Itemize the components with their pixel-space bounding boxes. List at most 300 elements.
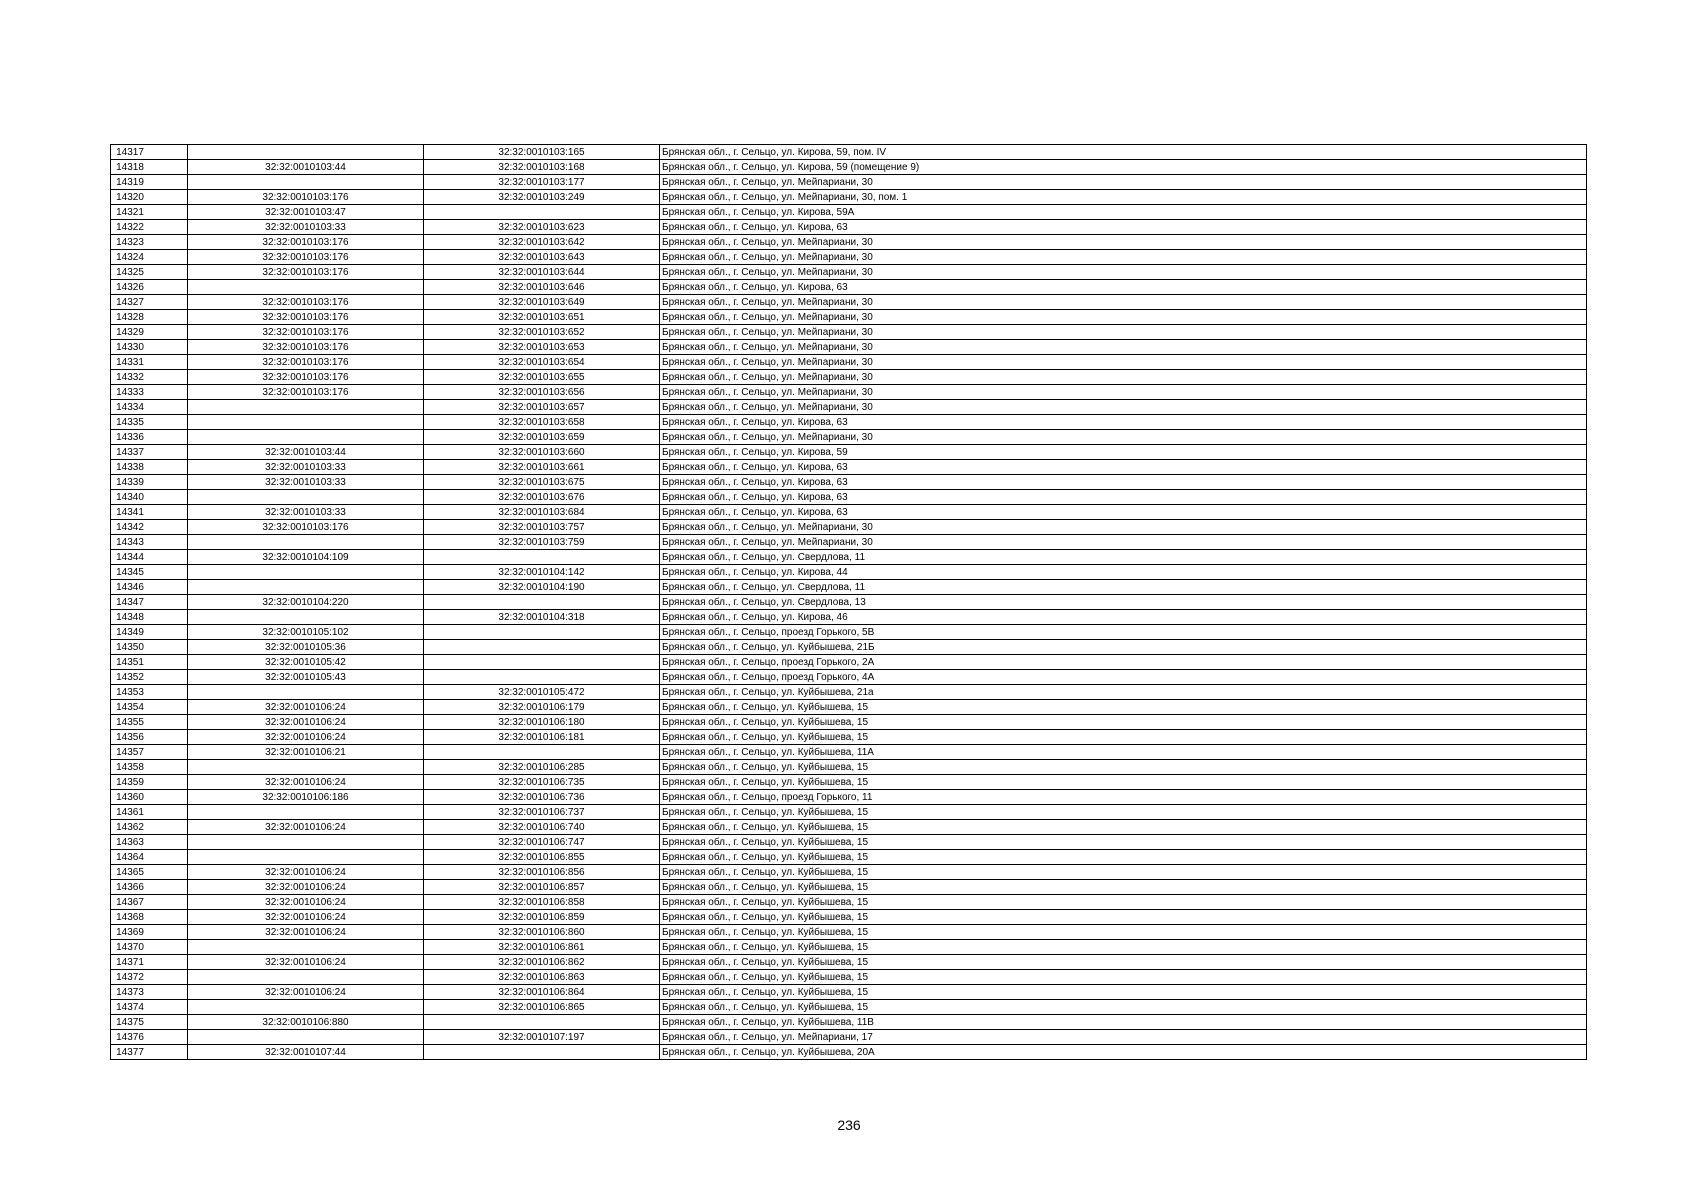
table-row — [111, 295, 1587, 310]
table-row — [111, 250, 1587, 265]
row-number-cell: 14352 — [111, 670, 188, 685]
address-cell: Брянская обл., г. Сельцо, ул. Куйбышева, 21Б — [660, 640, 1587, 655]
row-number-cell: 14323 — [111, 235, 188, 250]
land-cadastral-number-cell — [188, 415, 424, 430]
land-cadastral-number-cell — [188, 430, 424, 445]
address-cell: Брянская обл., г. Сельцо, ул. Мейпариани, 30 — [660, 340, 1587, 355]
land-cadastral-number-cell: 32:32:0010106:24 — [188, 925, 424, 940]
object-cadastral-number-cell: 32:32:0010103:659 — [424, 430, 660, 445]
address-cell: Брянская обл., г. Сельцо, ул. Куйбышева, 15 — [660, 850, 1587, 865]
table-row — [111, 505, 1587, 520]
table-row — [111, 145, 1587, 160]
row-number-cell: 14360 — [111, 790, 188, 805]
row-number-cell: 14347 — [111, 595, 188, 610]
address-cell: Брянская обл., г. Сельцо, ул. Мейпариани, 30 — [660, 265, 1587, 280]
row-number-cell: 14318 — [111, 160, 188, 175]
table-row — [111, 370, 1587, 385]
address-cell: Брянская обл., г. Сельцо, ул. Мейпариани, 30 — [660, 175, 1587, 190]
address-cell: Брянская обл., г. Сельцо, ул. Куйбышева, 20А — [660, 1045, 1587, 1060]
land-cadastral-number-cell: 32:32:0010103:176 — [188, 385, 424, 400]
land-cadastral-number-cell: 32:32:0010103:47 — [188, 205, 424, 220]
address-cell: Брянская обл., г. Сельцо, проезд Горького, 11 — [660, 790, 1587, 805]
address-cell: Брянская обл., г. Сельцо, ул. Кирова, 63 — [660, 220, 1587, 235]
address-cell: Брянская обл., г. Сельцо, ул. Мейпариани, 30 — [660, 295, 1587, 310]
row-number-cell: 14326 — [111, 280, 188, 295]
row-number-cell: 14345 — [111, 565, 188, 580]
address-cell: Брянская обл., г. Сельцо, ул. Куйбышева, 15 — [660, 1000, 1587, 1015]
object-cadastral-number-cell: 32:32:0010103:651 — [424, 310, 660, 325]
table-row — [111, 670, 1587, 685]
address-cell: Брянская обл., г. Сельцо, ул. Куйбышева, 15 — [660, 865, 1587, 880]
table-row — [111, 790, 1587, 805]
table-row — [111, 340, 1587, 355]
address-cell: Брянская обл., г. Сельцо, ул. Свердлова, 13 — [660, 595, 1587, 610]
row-number-cell: 14346 — [111, 580, 188, 595]
land-cadastral-number-cell: 32:32:0010106:24 — [188, 730, 424, 745]
table-row — [111, 580, 1587, 595]
row-number-cell: 14361 — [111, 805, 188, 820]
address-cell: Брянская обл., г. Сельцо, ул. Кирова, 63 — [660, 415, 1587, 430]
object-cadastral-number-cell — [424, 1045, 660, 1060]
table-row — [111, 265, 1587, 280]
land-cadastral-number-cell: 32:32:0010106:24 — [188, 865, 424, 880]
row-number-cell: 14368 — [111, 910, 188, 925]
address-cell: Брянская обл., г. Сельцо, ул. Куйбышева, 21а — [660, 685, 1587, 700]
land-cadastral-number-cell: 32:32:0010105:36 — [188, 640, 424, 655]
address-cell: Брянская обл., г. Сельцо, ул. Мейпариани, 30, пом. 1 — [660, 190, 1587, 205]
object-cadastral-number-cell: 32:32:0010103:644 — [424, 265, 660, 280]
row-number-cell: 14333 — [111, 385, 188, 400]
address-cell: Брянская обл., г. Сельцо, ул. Мейпариани, 30 — [660, 400, 1587, 415]
address-cell: Брянская обл., г. Сельцо, ул. Кирова, 63 — [660, 505, 1587, 520]
land-cadastral-number-cell — [188, 280, 424, 295]
page-number: 236 — [837, 1117, 861, 1133]
object-cadastral-number-cell: 32:32:0010106:285 — [424, 760, 660, 775]
land-cadastral-number-cell: 32:32:0010103:176 — [188, 520, 424, 535]
table-row — [111, 700, 1587, 715]
address-cell: Брянская обл., г. Сельцо, ул. Кирова, 59, пом. IV — [660, 145, 1587, 160]
address-cell: Брянская обл., г. Сельцо, ул. Мейпариани, 30 — [660, 430, 1587, 445]
table-row — [111, 835, 1587, 850]
table-row — [111, 640, 1587, 655]
land-cadastral-number-cell: 32:32:0010106:24 — [188, 985, 424, 1000]
object-cadastral-number-cell: 32:32:0010103:655 — [424, 370, 660, 385]
address-cell: Брянская обл., г. Сельцо, ул. Кирова, 63 — [660, 475, 1587, 490]
row-number-cell: 14338 — [111, 460, 188, 475]
land-cadastral-number-cell — [188, 535, 424, 550]
land-cadastral-number-cell: 32:32:0010103:176 — [188, 325, 424, 340]
table-row — [111, 520, 1587, 535]
table-row — [111, 985, 1587, 1000]
address-cell: Брянская обл., г. Сельцо, ул. Куйбышева, 15 — [660, 955, 1587, 970]
object-cadastral-number-cell: 32:32:0010103:249 — [424, 190, 660, 205]
object-cadastral-number-cell — [424, 655, 660, 670]
table-row — [111, 205, 1587, 220]
table-row — [111, 1045, 1587, 1060]
table-row — [111, 895, 1587, 910]
object-cadastral-number-cell: 32:32:0010103:642 — [424, 235, 660, 250]
table-row — [111, 310, 1587, 325]
address-cell: Брянская обл., г. Сельцо, ул. Куйбышева, 15 — [660, 895, 1587, 910]
object-cadastral-number-cell: 32:32:0010106:857 — [424, 880, 660, 895]
row-number-cell: 14365 — [111, 865, 188, 880]
address-cell: Брянская обл., г. Сельцо, ул. Мейпариани, 30 — [660, 535, 1587, 550]
object-cadastral-number-cell — [424, 625, 660, 640]
object-cadastral-number-cell: 32:32:0010106:862 — [424, 955, 660, 970]
table-row — [111, 220, 1587, 235]
object-cadastral-number-cell: 32:32:0010106:859 — [424, 910, 660, 925]
object-cadastral-number-cell: 32:32:0010103:661 — [424, 460, 660, 475]
address-cell: Брянская обл., г. Сельцо, ул. Мейпариани, 30 — [660, 235, 1587, 250]
row-number-cell: 14321 — [111, 205, 188, 220]
object-cadastral-number-cell: 32:32:0010103:177 — [424, 175, 660, 190]
row-number-cell: 14356 — [111, 730, 188, 745]
object-cadastral-number-cell: 32:32:0010106:856 — [424, 865, 660, 880]
land-cadastral-number-cell — [188, 580, 424, 595]
row-number-cell: 14320 — [111, 190, 188, 205]
object-cadastral-number-cell: 32:32:0010103:676 — [424, 490, 660, 505]
address-cell: Брянская обл., г. Сельцо, ул. Свердлова, 11 — [660, 580, 1587, 595]
address-cell: Брянская обл., г. Сельцо, ул. Куйбышева, 15 — [660, 775, 1587, 790]
table-row — [111, 1000, 1587, 1015]
table-row — [111, 805, 1587, 820]
object-cadastral-number-cell: 32:32:0010106:737 — [424, 805, 660, 820]
row-number-cell: 14348 — [111, 610, 188, 625]
table-row — [111, 460, 1587, 475]
table-row — [111, 190, 1587, 205]
table-row — [111, 415, 1587, 430]
table-row — [111, 475, 1587, 490]
row-number-cell: 14350 — [111, 640, 188, 655]
address-cell: Брянская обл., г. Сельцо, ул. Свердлова, 11 — [660, 550, 1587, 565]
land-cadastral-number-cell: 32:32:0010106:880 — [188, 1015, 424, 1030]
row-number-cell: 14359 — [111, 775, 188, 790]
table-row — [111, 385, 1587, 400]
row-number-cell: 14334 — [111, 400, 188, 415]
land-cadastral-number-cell: 32:32:0010106:24 — [188, 895, 424, 910]
register-table — [110, 144, 1587, 1060]
table-row — [111, 550, 1587, 565]
row-number-cell: 14336 — [111, 430, 188, 445]
address-cell: Брянская обл., г. Сельцо, ул. Кирова, 63 — [660, 490, 1587, 505]
object-cadastral-number-cell: 32:32:0010106:740 — [424, 820, 660, 835]
address-cell: Брянская обл., г. Сельцо, ул. Куйбышева, 15 — [660, 805, 1587, 820]
table-row — [111, 1030, 1587, 1045]
row-number-cell: 14364 — [111, 850, 188, 865]
row-number-cell: 14325 — [111, 265, 188, 280]
table-row — [111, 355, 1587, 370]
object-cadastral-number-cell: 32:32:0010103:675 — [424, 475, 660, 490]
table-row — [111, 955, 1587, 970]
address-cell: Брянская обл., г. Сельцо, ул. Куйбышева, 15 — [660, 880, 1587, 895]
address-cell: Брянская обл., г. Сельцо, проезд Горького, 5В — [660, 625, 1587, 640]
table-row — [111, 820, 1587, 835]
object-cadastral-number-cell — [424, 670, 660, 685]
object-cadastral-number-cell: 32:32:0010103:684 — [424, 505, 660, 520]
row-number-cell: 14329 — [111, 325, 188, 340]
object-cadastral-number-cell: 32:32:0010106:858 — [424, 895, 660, 910]
land-cadastral-number-cell: 32:32:0010103:44 — [188, 445, 424, 460]
address-cell: Брянская обл., г. Сельцо, проезд Горького, 2А — [660, 655, 1587, 670]
object-cadastral-number-cell: 32:32:0010103:757 — [424, 520, 660, 535]
address-cell: Брянская обл., г. Сельцо, ул. Кирова, 44 — [660, 565, 1587, 580]
address-cell: Брянская обл., г. Сельцо, ул. Куйбышева, 11А — [660, 745, 1587, 760]
row-number-cell: 14317 — [111, 145, 188, 160]
object-cadastral-number-cell: 32:32:0010103:653 — [424, 340, 660, 355]
table-row — [111, 535, 1587, 550]
address-cell: Брянская обл., г. Сельцо, ул. Куйбышева, 15 — [660, 700, 1587, 715]
object-cadastral-number-cell: 32:32:0010103:658 — [424, 415, 660, 430]
table-row — [111, 685, 1587, 700]
row-number-cell: 14319 — [111, 175, 188, 190]
object-cadastral-number-cell: 32:32:0010106:863 — [424, 970, 660, 985]
address-cell: Брянская обл., г. Сельцо, ул. Мейпариани, 30 — [660, 520, 1587, 535]
row-number-cell: 14332 — [111, 370, 188, 385]
table-row — [111, 730, 1587, 745]
land-cadastral-number-cell: 32:32:0010107:44 — [188, 1045, 424, 1060]
address-cell: Брянская обл., г. Сельцо, ул. Кирова, 59 (помещение 9) — [660, 160, 1587, 175]
land-cadastral-number-cell: 32:32:0010104:220 — [188, 595, 424, 610]
land-cadastral-number-cell: 32:32:0010103:176 — [188, 310, 424, 325]
table-row — [111, 445, 1587, 460]
row-number-cell: 14362 — [111, 820, 188, 835]
address-cell: Брянская обл., г. Сельцо, ул. Куйбышева, 15 — [660, 715, 1587, 730]
land-cadastral-number-cell: 32:32:0010103:176 — [188, 370, 424, 385]
object-cadastral-number-cell: 32:32:0010103:643 — [424, 250, 660, 265]
row-number-cell: 14340 — [111, 490, 188, 505]
address-cell: Брянская обл., г. Сельцо, ул. Мейпариани, 17 — [660, 1030, 1587, 1045]
land-cadastral-number-cell: 32:32:0010103:176 — [188, 190, 424, 205]
row-number-cell: 14354 — [111, 700, 188, 715]
row-number-cell: 14357 — [111, 745, 188, 760]
row-number-cell: 14367 — [111, 895, 188, 910]
address-cell: Брянская обл., г. Сельцо, ул. Куйбышева, 15 — [660, 940, 1587, 955]
object-cadastral-number-cell: 32:32:0010107:197 — [424, 1030, 660, 1045]
land-cadastral-number-cell: 32:32:0010103:176 — [188, 295, 424, 310]
row-number-cell: 14327 — [111, 295, 188, 310]
address-cell: Брянская обл., г. Сельцо, ул. Мейпариани, 30 — [660, 325, 1587, 340]
address-cell: Брянская обл., г. Сельцо, ул. Мейпариани, 30 — [660, 370, 1587, 385]
address-cell: Брянская обл., г. Сельцо, ул. Куйбышева, 11В — [660, 1015, 1587, 1030]
row-number-cell: 14363 — [111, 835, 188, 850]
table-row — [111, 325, 1587, 340]
table-row — [111, 760, 1587, 775]
table-row — [111, 280, 1587, 295]
object-cadastral-number-cell: 32:32:0010106:735 — [424, 775, 660, 790]
object-cadastral-number-cell: 32:32:0010103:646 — [424, 280, 660, 295]
address-cell: Брянская обл., г. Сельцо, ул. Куйбышева, 15 — [660, 730, 1587, 745]
row-number-cell: 14349 — [111, 625, 188, 640]
land-cadastral-number-cell: 32:32:0010105:42 — [188, 655, 424, 670]
address-cell: Брянская обл., г. Сельцо, ул. Куйбышева, 15 — [660, 985, 1587, 1000]
table-row — [111, 160, 1587, 175]
land-cadastral-number-cell: 32:32:0010106:24 — [188, 820, 424, 835]
object-cadastral-number-cell: 32:32:0010103:656 — [424, 385, 660, 400]
land-cadastral-number-cell: 32:32:0010106:24 — [188, 910, 424, 925]
row-number-cell: 14376 — [111, 1030, 188, 1045]
table-row — [111, 610, 1587, 625]
address-cell: Брянская обл., г. Сельцо, ул. Куйбышева, 15 — [660, 835, 1587, 850]
land-cadastral-number-cell: 32:32:0010104:109 — [188, 550, 424, 565]
row-number-cell: 14324 — [111, 250, 188, 265]
land-cadastral-number-cell: 32:32:0010103:176 — [188, 235, 424, 250]
address-cell: Брянская обл., г. Сельцо, ул. Кирова, 59А — [660, 205, 1587, 220]
object-cadastral-number-cell — [424, 595, 660, 610]
object-cadastral-number-cell: 32:32:0010103:623 — [424, 220, 660, 235]
table-row — [111, 865, 1587, 880]
object-cadastral-number-cell: 32:32:0010104:190 — [424, 580, 660, 595]
table-row — [111, 400, 1587, 415]
land-cadastral-number-cell — [188, 1000, 424, 1015]
object-cadastral-number-cell — [424, 640, 660, 655]
row-number-cell: 14375 — [111, 1015, 188, 1030]
address-cell: Брянская обл., г. Сельцо, ул. Мейпариани, 30 — [660, 385, 1587, 400]
land-cadastral-number-cell: 32:32:0010103:176 — [188, 265, 424, 280]
object-cadastral-number-cell — [424, 745, 660, 760]
register-table-body — [111, 145, 1587, 1060]
land-cadastral-number-cell — [188, 760, 424, 775]
table-row — [111, 565, 1587, 580]
row-number-cell: 14358 — [111, 760, 188, 775]
object-cadastral-number-cell: 32:32:0010106:736 — [424, 790, 660, 805]
row-number-cell: 14343 — [111, 535, 188, 550]
object-cadastral-number-cell: 32:32:0010106:865 — [424, 1000, 660, 1015]
row-number-cell: 14331 — [111, 355, 188, 370]
land-cadastral-number-cell — [188, 970, 424, 985]
table-row — [111, 850, 1587, 865]
object-cadastral-number-cell: 32:32:0010103:168 — [424, 160, 660, 175]
row-number-cell: 14369 — [111, 925, 188, 940]
row-number-cell: 14371 — [111, 955, 188, 970]
object-cadastral-number-cell: 32:32:0010103:657 — [424, 400, 660, 415]
address-cell: Брянская обл., г. Сельцо, проезд Горького, 4А — [660, 670, 1587, 685]
land-cadastral-number-cell: 32:32:0010103:33 — [188, 460, 424, 475]
row-number-cell: 14374 — [111, 1000, 188, 1015]
land-cadastral-number-cell: 32:32:0010103:176 — [188, 340, 424, 355]
land-cadastral-number-cell — [188, 565, 424, 580]
table-row — [111, 655, 1587, 670]
object-cadastral-number-cell: 32:32:0010106:864 — [424, 985, 660, 1000]
land-cadastral-number-cell — [188, 805, 424, 820]
table-row — [111, 625, 1587, 640]
land-cadastral-number-cell: 32:32:0010103:44 — [188, 160, 424, 175]
address-cell: Брянская обл., г. Сельцо, ул. Мейпариани, 30 — [660, 355, 1587, 370]
object-cadastral-number-cell: 32:32:0010106:180 — [424, 715, 660, 730]
row-number-cell: 14355 — [111, 715, 188, 730]
row-number-cell: 14335 — [111, 415, 188, 430]
row-number-cell: 14351 — [111, 655, 188, 670]
address-cell: Брянская обл., г. Сельцо, ул. Кирова, 46 — [660, 610, 1587, 625]
land-cadastral-number-cell: 32:32:0010106:24 — [188, 955, 424, 970]
land-cadastral-number-cell: 32:32:0010106:24 — [188, 880, 424, 895]
address-cell: Брянская обл., г. Сельцо, ул. Куйбышева, 15 — [660, 910, 1587, 925]
table-row — [111, 430, 1587, 445]
address-cell: Брянская обл., г. Сельцо, ул. Кирова, 63 — [660, 460, 1587, 475]
land-cadastral-number-cell: 32:32:0010103:33 — [188, 505, 424, 520]
land-cadastral-number-cell — [188, 850, 424, 865]
table-row — [111, 715, 1587, 730]
address-cell: Брянская обл., г. Сельцо, ул. Мейпариани, 30 — [660, 250, 1587, 265]
object-cadastral-number-cell: 32:32:0010106:181 — [424, 730, 660, 745]
land-cadastral-number-cell: 32:32:0010106:21 — [188, 745, 424, 760]
address-cell: Брянская обл., г. Сельцо, ул. Мейпариани, 30 — [660, 310, 1587, 325]
land-cadastral-number-cell: 32:32:0010103:33 — [188, 475, 424, 490]
land-cadastral-number-cell — [188, 400, 424, 415]
object-cadastral-number-cell: 32:32:0010106:179 — [424, 700, 660, 715]
table-row — [111, 910, 1587, 925]
table-row — [111, 175, 1587, 190]
object-cadastral-number-cell: 32:32:0010106:861 — [424, 940, 660, 955]
address-cell: Брянская обл., г. Сельцо, ул. Кирова, 59 — [660, 445, 1587, 460]
row-number-cell: 14322 — [111, 220, 188, 235]
land-cadastral-number-cell: 32:32:0010106:24 — [188, 775, 424, 790]
table-row — [111, 880, 1587, 895]
object-cadastral-number-cell: 32:32:0010103:649 — [424, 295, 660, 310]
object-cadastral-number-cell — [424, 205, 660, 220]
land-cadastral-number-cell: 32:32:0010106:24 — [188, 715, 424, 730]
row-number-cell: 14370 — [111, 940, 188, 955]
land-cadastral-number-cell: 32:32:0010106:24 — [188, 700, 424, 715]
table-row — [111, 595, 1587, 610]
land-cadastral-number-cell: 32:32:0010103:33 — [188, 220, 424, 235]
row-number-cell: 14342 — [111, 520, 188, 535]
table-row — [111, 925, 1587, 940]
row-number-cell: 14339 — [111, 475, 188, 490]
row-number-cell: 14366 — [111, 880, 188, 895]
table-row — [111, 1015, 1587, 1030]
table-row — [111, 775, 1587, 790]
row-number-cell: 14337 — [111, 445, 188, 460]
table-row — [111, 745, 1587, 760]
address-cell: Брянская обл., г. Сельцо, ул. Куйбышева, 15 — [660, 970, 1587, 985]
row-number-cell: 14344 — [111, 550, 188, 565]
land-cadastral-number-cell — [188, 145, 424, 160]
land-cadastral-number-cell — [188, 835, 424, 850]
land-cadastral-number-cell: 32:32:0010105:43 — [188, 670, 424, 685]
land-cadastral-number-cell — [188, 175, 424, 190]
row-number-cell: 14328 — [111, 310, 188, 325]
table-row — [111, 235, 1587, 250]
land-cadastral-number-cell: 32:32:0010106:186 — [188, 790, 424, 805]
address-cell: Брянская обл., г. Сельцо, ул. Кирова, 63 — [660, 280, 1587, 295]
object-cadastral-number-cell: 32:32:0010106:747 — [424, 835, 660, 850]
object-cadastral-number-cell — [424, 1015, 660, 1030]
object-cadastral-number-cell: 32:32:0010106:855 — [424, 850, 660, 865]
row-number-cell: 14372 — [111, 970, 188, 985]
table-row — [111, 940, 1587, 955]
table-row — [111, 970, 1587, 985]
object-cadastral-number-cell: 32:32:0010103:652 — [424, 325, 660, 340]
object-cadastral-number-cell: 32:32:0010104:142 — [424, 565, 660, 580]
table-row — [111, 490, 1587, 505]
address-cell: Брянская обл., г. Сельцо, ул. Куйбышева, 15 — [660, 925, 1587, 940]
land-cadastral-number-cell: 32:32:0010103:176 — [188, 250, 424, 265]
address-cell: Брянская обл., г. Сельцо, ул. Куйбышева, 15 — [660, 760, 1587, 775]
land-cadastral-number-cell — [188, 1030, 424, 1045]
object-cadastral-number-cell: 32:32:0010103:759 — [424, 535, 660, 550]
row-number-cell: 14330 — [111, 340, 188, 355]
land-cadastral-number-cell — [188, 940, 424, 955]
land-cadastral-number-cell — [188, 490, 424, 505]
row-number-cell: 14373 — [111, 985, 188, 1000]
row-number-cell: 14353 — [111, 685, 188, 700]
land-cadastral-number-cell: 32:32:0010105:102 — [188, 625, 424, 640]
object-cadastral-number-cell: 32:32:0010104:318 — [424, 610, 660, 625]
object-cadastral-number-cell: 32:32:0010103:165 — [424, 145, 660, 160]
land-cadastral-number-cell — [188, 685, 424, 700]
land-cadastral-number-cell — [188, 610, 424, 625]
object-cadastral-number-cell: 32:32:0010105:472 — [424, 685, 660, 700]
